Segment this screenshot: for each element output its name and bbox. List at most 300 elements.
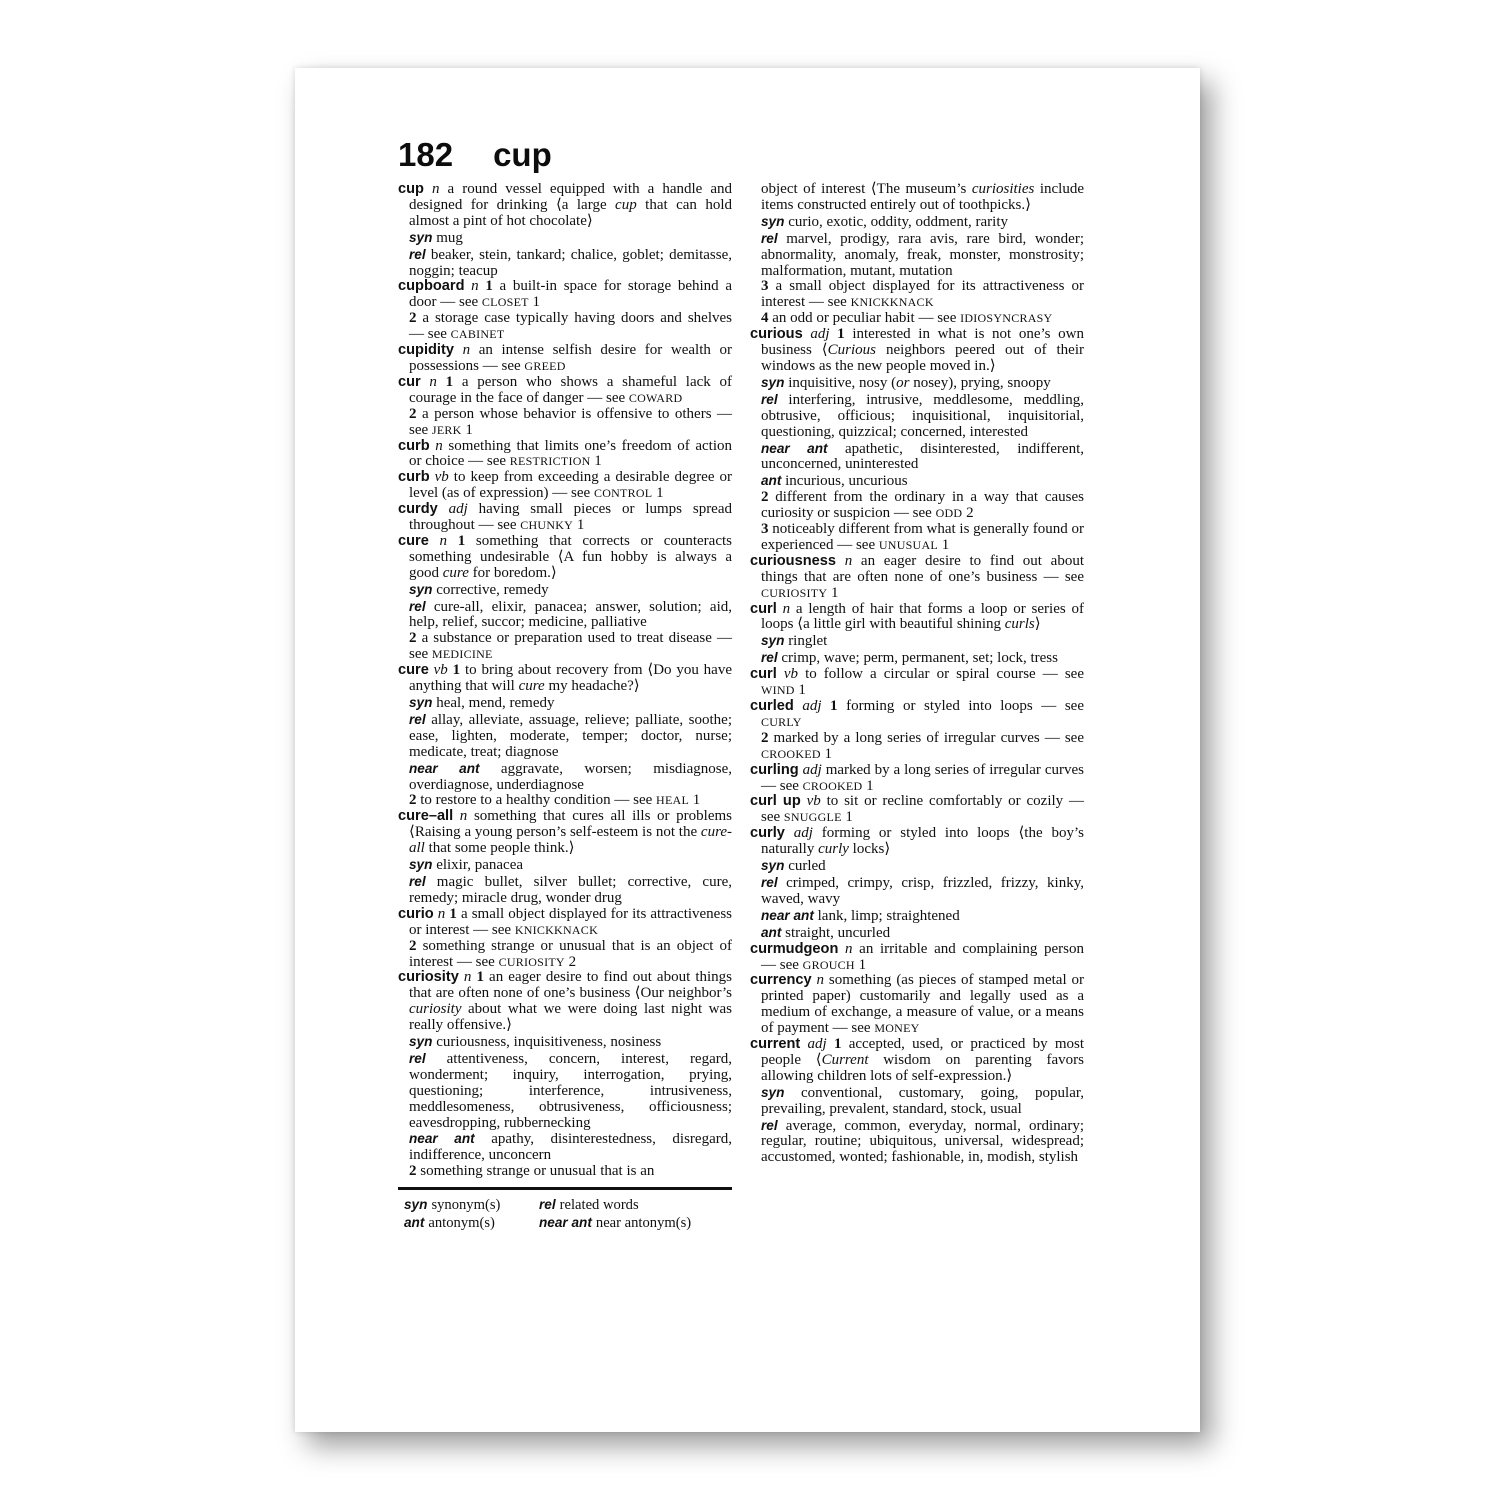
body-text: straight, uncurled	[781, 924, 891, 941]
sense-number: 1	[826, 1036, 842, 1053]
cross-reference: ODD	[935, 506, 963, 521]
field-label: syn	[409, 581, 433, 597]
entry-paragraph	[398, 808, 733, 857]
entry-paragraph	[761, 731, 1084, 763]
field-label: syn	[409, 229, 433, 245]
body-text: to keep from exceeding a desirable degree or level (as of expression) — see	[409, 469, 732, 502]
body-text: different from the ordinary in a way that causes curiosity or suspicion — see	[761, 489, 1084, 522]
headword: curious	[750, 326, 803, 343]
cross-reference: CABINET	[450, 327, 505, 342]
cross-reference: SNUGGLE	[783, 810, 842, 825]
field-label: syn	[761, 374, 785, 390]
sense-number: 3	[761, 521, 769, 538]
part-of-speech: n	[811, 972, 825, 989]
part-of-speech: n	[453, 808, 468, 825]
field-label: ant	[761, 473, 782, 489]
entry-curiousness	[750, 554, 1084, 602]
body-text: an intense selfish desire for wealth or possessions — see	[409, 342, 733, 374]
entry-cure-all	[398, 809, 732, 906]
legend-item-near-ant	[539, 1214, 732, 1232]
entry-curb	[398, 439, 732, 471]
part-of-speech: vb	[429, 469, 449, 486]
entry-paragraph	[409, 793, 732, 809]
body-text: something that cures all ills or problems ⟨Raising a young person’s self-esteem is not the	[409, 808, 733, 841]
field-label: rel	[761, 230, 778, 246]
italic-text: curls	[1004, 616, 1035, 633]
italic-text: or	[896, 374, 910, 391]
cross-reference: IDIOSYNCRASY	[960, 311, 1053, 326]
headword: curmudgeon	[750, 940, 839, 957]
guide-word: cup	[493, 136, 552, 173]
entry-paragraph	[750, 1036, 1085, 1085]
italic-text: cure-all	[409, 824, 732, 857]
italic-text: Current	[821, 1051, 869, 1068]
body-text: a person who shows a shameful lack of courage in the face of danger — see	[409, 373, 733, 406]
entry-paragraph	[761, 231, 1084, 280]
body-text: crimp, wave; perm, permanent, set; lock, tress	[777, 650, 1058, 667]
body-text: include items constructed entirely out of toothpicks.⟩	[761, 181, 1084, 213]
page-number: 182	[398, 136, 454, 173]
field-label: syn	[761, 858, 785, 874]
body-text: marvel, prodigy, rara avis, rare bird, wonder; abnormality, anomaly, freak, monster, monstrosity; malformation, mutant, mutation	[761, 230, 1084, 279]
body-text: a built-in space for storage behind a door — see	[409, 278, 733, 311]
sense-number: 2	[409, 630, 417, 647]
entry-paragraph	[761, 311, 1084, 327]
legend-text-ant: antonym(s)	[428, 1215, 495, 1232]
headword: cup	[398, 181, 424, 197]
entries-left	[398, 182, 732, 1180]
entry-paragraph	[750, 940, 1084, 974]
part-of-speech: n	[776, 600, 791, 617]
body-text: aggravate, worsen; misdiagnose, overdiagnose, underdiagnose	[409, 760, 732, 793]
body-text: marked by a long series of irregular curves — see	[761, 761, 1084, 794]
body-text: elixir, panacea	[432, 857, 524, 874]
entry-paragraph	[398, 278, 733, 311]
entry-paragraph	[409, 1131, 732, 1164]
headword: currency	[750, 972, 812, 989]
sense-number: 1	[445, 905, 457, 922]
body-text: to sit or recline comfortably or cozily — see	[761, 793, 1084, 826]
entry-paragraph	[750, 972, 1085, 1037]
entry-paragraph	[761, 182, 1084, 214]
cross-reference: UNUSUAL	[878, 537, 938, 552]
body-text: attentiveness, concern, interest, regard, wonderment; inquiry, interrogation, prying, questioning; interference, intrusiveness, meddlesomeness, obtrusiveness, officiousness; eavesdropping, rubbernecking	[409, 1050, 732, 1131]
body-text: 1	[841, 809, 853, 826]
sense-number: 4	[761, 310, 769, 327]
body-text: object of interest ⟨The museum’s	[761, 181, 972, 197]
entry-paragraph	[398, 342, 733, 375]
entry-continued	[750, 182, 1084, 327]
field-label: syn	[409, 1034, 433, 1050]
entry-paragraph	[409, 247, 732, 280]
entry-paragraph	[761, 473, 1084, 490]
body-text: 2	[962, 505, 974, 522]
cross-reference: KNICKKNACK	[850, 295, 934, 310]
entry-paragraph	[761, 650, 1084, 667]
entry-paragraph	[398, 469, 732, 502]
dictionary-page	[295, 68, 1200, 1432]
body-text: forming or styled into loops ⟨the boy’s naturally	[761, 825, 1084, 858]
body-text: 1	[820, 745, 833, 762]
body-text: neighbors peered out of their windows as the new people moved in.⟩	[761, 342, 1084, 374]
body-text: interfering, intrusive, meddlesome, meddling, obtrusive, officious; inquisitional, inquisitorial, questioning, quizzical; concerned, interested	[761, 391, 1084, 440]
headword: curly	[750, 825, 785, 842]
body-text: lank, limp; straightened	[813, 907, 960, 924]
entry-paragraph	[750, 825, 1084, 858]
body-text: 1	[590, 453, 602, 470]
entry-paragraph	[409, 695, 732, 712]
entry-curmudgeon	[750, 942, 1084, 974]
entry-paragraph	[409, 1034, 732, 1051]
entry-paragraph	[398, 501, 733, 534]
entry-paragraph	[761, 214, 1084, 231]
headword: cur	[398, 373, 421, 390]
body-text: curiousness, inquisitiveness, nosiness	[432, 1034, 662, 1051]
italic-text: cup	[615, 196, 637, 213]
part-of-speech: adj	[784, 825, 813, 842]
entry-current	[750, 1037, 1084, 1166]
body-text: nosey), prying, snoopy	[909, 374, 1051, 391]
entry-currency	[750, 973, 1084, 1037]
entry-paragraph	[761, 490, 1084, 522]
body-text: 1	[528, 294, 540, 311]
entry-paragraph	[409, 1164, 732, 1180]
body-text: wisdom on parenting favors allowing children lots of self-expression.⟩	[761, 1051, 1085, 1084]
body-text: interested in what is not one’s own business ⟨	[761, 326, 1084, 359]
headword: cupboard	[398, 278, 465, 295]
body-text: 1	[827, 584, 839, 601]
body-text: noticeably different from what is generally found or experienced — see	[761, 521, 1084, 553]
body-text: conventional, customary, going, popular, prevailing, prevalent, standard, stock, usual	[761, 1084, 1084, 1117]
entry-paragraph	[409, 761, 732, 794]
entry-paragraph	[761, 875, 1084, 908]
sense-number: 1	[447, 532, 466, 549]
italic-text: Curious	[827, 342, 876, 359]
body-text: locks⟩	[848, 841, 891, 858]
part-of-speech: n	[429, 437, 443, 454]
field-label: rel	[761, 1117, 778, 1133]
body-text: to restore to a healthy condition — see	[416, 792, 657, 809]
sense-number: 2	[761, 489, 769, 506]
part-of-speech: adj	[798, 761, 822, 778]
body-text: 1	[461, 421, 473, 438]
sense-number: 2	[409, 792, 417, 809]
part-of-speech: vb	[776, 666, 798, 683]
body-text: 1	[794, 682, 806, 699]
field-label: near ant	[761, 907, 814, 923]
body-text: curio, exotic, oddity, oddment, rarity	[784, 213, 1008, 230]
cross-reference: COWARD	[628, 390, 683, 405]
field-label: syn	[409, 695, 433, 710]
body-text: to bring about recovery from ⟨Do you have anything that will	[409, 662, 732, 695]
headword: cure–all	[398, 808, 454, 825]
entry-paragraph	[409, 1051, 732, 1132]
part-of-speech: adj	[437, 501, 468, 518]
field-label: syn	[761, 633, 785, 649]
entry-cupboard	[398, 279, 732, 343]
headword: curl up	[750, 793, 801, 810]
part-of-speech: adj	[793, 698, 822, 714]
legend-label-rel: rel	[539, 1197, 556, 1213]
body-text: 1	[573, 517, 585, 534]
headword: curiousness	[750, 552, 836, 569]
part-of-speech: n	[420, 373, 437, 390]
entry-paragraph	[398, 373, 733, 407]
body-text: crimped, crimpy, crisp, frizzled, frizzy, kinky, waved, wavy	[761, 874, 1084, 907]
entry-paragraph	[398, 662, 732, 695]
entry-curl	[750, 667, 1084, 699]
italic-text: curiosities	[971, 181, 1035, 197]
entry-cupidity	[398, 343, 732, 375]
headword: curio	[398, 905, 434, 922]
cross-reference: KNICKKNACK	[514, 922, 598, 937]
body-text: to follow a circular or spiral course — see	[798, 666, 1084, 683]
legend-divider	[398, 1187, 732, 1190]
body-text: 1	[652, 485, 664, 502]
legend-item-ant	[404, 1214, 539, 1232]
legend-text-near-ant: near antonym(s)	[595, 1215, 692, 1232]
body-text: heal, mend, remedy	[432, 695, 555, 711]
entry-paragraph	[761, 925, 1084, 942]
entry-paragraph	[409, 599, 732, 632]
part-of-speech: n	[464, 278, 479, 295]
entry-paragraph	[409, 311, 732, 343]
body-text: allay, alleviate, assuage, relieve; palliate, soothe; ease, lighten, moderate, temper; doctor, nurse; medicate, treat; diagnose	[409, 711, 732, 760]
entry-paragraph	[409, 631, 732, 663]
entry-paragraph	[750, 552, 1084, 602]
body-text: ⟩	[1034, 616, 1041, 633]
body-text: 1	[689, 792, 701, 809]
headword: curl	[750, 666, 777, 683]
part-of-speech: adj	[802, 326, 830, 343]
body-text: average, common, everyday, normal, ordinary; regular, routine; ubiquitous, universal, widespread; accustomed, wonted; fashionable, in, modish, stylish	[761, 1117, 1084, 1166]
field-label: rel	[409, 598, 426, 614]
sense-number: 2	[409, 405, 417, 422]
body-text: about what we were doing last night was really offensive.⟩	[409, 1001, 732, 1034]
body-text: 1	[862, 777, 874, 794]
entry-paragraph	[398, 437, 733, 471]
sense-number: 1	[471, 969, 484, 986]
sense-number: 2	[409, 1163, 417, 1180]
cross-reference: CROOKED	[802, 778, 863, 793]
legend	[398, 1187, 732, 1232]
cross-reference: CLOSET	[481, 295, 529, 310]
entry-cure	[398, 663, 732, 809]
page-header	[398, 138, 552, 171]
body-text: 1	[854, 956, 867, 973]
entry-cup	[398, 182, 732, 279]
body-text: marked by a long series of irregular curves — see	[768, 729, 1084, 746]
body-text: an odd or peculiar habit — see	[768, 310, 961, 327]
body-text: magic bullet, silver bullet; corrective, cure, remedy; miracle drug, wonder drug	[409, 873, 732, 906]
cross-reference: MONEY	[874, 1021, 920, 1036]
italic-text: curly	[818, 841, 849, 858]
entry-paragraph	[761, 1085, 1084, 1118]
legend-label-near-ant: near ant	[539, 1215, 592, 1231]
entry-paragraph	[761, 858, 1084, 875]
cross-reference: CHUNKY	[520, 518, 574, 533]
field-label: near ant	[761, 440, 828, 456]
headword: curb	[398, 437, 430, 454]
sense-number: 2	[761, 729, 769, 746]
entry-paragraph	[409, 712, 732, 761]
body-text: forming or styled into loops — see	[837, 698, 1084, 714]
cross-reference: RESTRICTION	[509, 454, 591, 469]
entry-paragraph	[398, 532, 732, 582]
body-text: an eager desire to find out about things that are often none of one’s business ⟨Our neighbor’s	[409, 969, 733, 1002]
entry-paragraph	[761, 908, 1084, 925]
body-text: something strange or unusual that is an	[416, 1163, 655, 1180]
body-text: 1	[937, 536, 950, 553]
field-label: rel	[761, 650, 778, 666]
body-text: that some people think.⟩	[424, 840, 575, 857]
body-text: mug	[432, 229, 463, 246]
cross-reference: GROUCH	[802, 957, 855, 972]
sense-number: 1	[436, 373, 454, 390]
cross-reference: CONTROL	[593, 486, 653, 501]
body-text: 2	[564, 953, 577, 970]
field-label: syn	[761, 213, 785, 229]
sense-number: 1	[821, 698, 838, 714]
body-text: apathy, disinterestedness, disregard, indifference, unconcern	[409, 1131, 732, 1164]
body-text: apathetic, disinterested, indifferent, unconcerned, uninterested	[761, 440, 1084, 473]
field-label: rel	[409, 873, 426, 889]
entry-cure	[398, 534, 732, 663]
headword: curdy	[398, 501, 438, 518]
cross-reference: MEDICINE	[431, 647, 493, 662]
body-text: an eager desire to find out about things that are often none of one’s business — see	[761, 552, 1084, 585]
field-label: rel	[409, 711, 426, 727]
field-label: near ant	[409, 760, 480, 776]
entry-paragraph	[409, 874, 732, 907]
body-text: a substance or preparation used to treat disease — see	[409, 630, 732, 663]
entries-right	[750, 182, 1084, 1166]
part-of-speech: n	[453, 342, 471, 359]
entry-paragraph	[398, 181, 733, 230]
field-label: rel	[761, 874, 778, 890]
entry-paragraph	[409, 407, 732, 439]
body-text: something (as pieces of stamped metal or printed paper) customarily and legally used as a medium of exchange, a measure of value, or a means of payment — see	[761, 972, 1085, 1037]
entry-paragraph	[750, 600, 1085, 634]
body-text: my headache?⟩	[544, 678, 640, 695]
legend-item-rel	[539, 1196, 732, 1214]
headword: curb	[398, 469, 430, 486]
right-column	[750, 182, 1084, 1166]
entry-paragraph	[750, 698, 1084, 731]
headword: cure	[398, 532, 429, 549]
body-text: something that corrects or counteracts something undesirable ⟨A fun hobby is always a good	[409, 532, 732, 581]
body-text: that can hold almost a pint of hot chocolate⟩	[409, 196, 733, 229]
entry-curb	[398, 470, 732, 502]
body-text: accepted, used, or practiced by most people ⟨	[761, 1036, 1084, 1068]
field-label: syn	[409, 857, 433, 873]
part-of-speech: vb	[428, 662, 448, 679]
part-of-speech: n	[458, 969, 472, 986]
legend-text-syn: synonym(s)	[431, 1197, 501, 1214]
entry-paragraph	[750, 326, 1084, 375]
italic-text: cure	[518, 678, 545, 695]
part-of-speech: adj	[800, 1036, 827, 1053]
entry-paragraph	[750, 793, 1084, 826]
left-column	[398, 182, 732, 1232]
sense-number: 2	[409, 937, 417, 954]
cross-reference: CURLY	[761, 714, 802, 729]
body-text: a person whose behavior is offensive to others — see	[409, 405, 732, 438]
entry-paragraph	[398, 905, 733, 939]
body-text: something that limits one’s freedom of action or choice — see	[409, 437, 733, 470]
body-text: a round vessel equipped with a handle and designed for drinking ⟨a large	[409, 181, 732, 213]
italic-text: curiosity	[409, 1001, 462, 1018]
sense-number: 3	[761, 278, 769, 295]
field-label: near ant	[409, 1131, 475, 1147]
body-text: inquisitive, nosy (	[784, 374, 897, 391]
sense-number: 1	[447, 662, 461, 679]
headword: current	[750, 1036, 801, 1053]
legend-text-rel: related words	[559, 1197, 639, 1214]
entry-paragraph	[761, 375, 1084, 392]
cross-reference: CURIOSITY	[498, 954, 565, 969]
entry-paragraph	[409, 582, 732, 599]
body-text: cure-all, elixir, panacea; answer, solution; aid, help, relief, succor; medicine, palliative	[409, 598, 732, 631]
field-label: rel	[409, 1050, 426, 1066]
cross-reference: HEAL	[656, 793, 690, 808]
body-text: ringlet	[784, 633, 828, 650]
entry-paragraph	[398, 969, 733, 1034]
field-label: rel	[761, 391, 778, 407]
part-of-speech: n	[428, 532, 448, 549]
entry-paragraph	[409, 857, 732, 874]
body-text: an irritable and complaining person — see	[761, 940, 1084, 973]
body-text: curled	[784, 858, 826, 875]
cross-reference: JERK	[431, 422, 462, 437]
body-text: a length of hair that forms a loop or series of loops ⟨a little girl with beautiful shining	[761, 600, 1085, 633]
sense-number: 2	[409, 310, 417, 327]
entry-curled	[750, 699, 1084, 763]
cross-reference: GREED	[524, 358, 566, 373]
field-label: ant	[761, 924, 782, 940]
part-of-speech: n	[423, 181, 440, 197]
body-text: something strange or unusual that is an object of interest — see	[409, 937, 732, 970]
entry-curiosity	[398, 970, 732, 1180]
field-label: rel	[409, 246, 426, 262]
entry-paragraph	[761, 522, 1084, 554]
legend-label-ant: ant	[404, 1215, 425, 1231]
headword: curiosity	[398, 969, 459, 986]
part-of-speech: n	[838, 940, 853, 957]
entry-paragraph	[761, 441, 1084, 474]
cross-reference: CROOKED	[761, 746, 821, 761]
entry-curl-up	[750, 794, 1084, 826]
entry-curious	[750, 327, 1084, 554]
body-text: a small object displayed for its attractiveness or interest — see	[409, 905, 733, 938]
field-label: syn	[761, 1084, 785, 1100]
body-text: a small object displayed for its attractiveness or interest — see	[761, 278, 1084, 311]
body-text: beaker, stein, tankard; chalice, goblet; demitasse, noggin; teacup	[409, 246, 732, 279]
cross-reference: CURIOSITY	[761, 585, 828, 600]
legend-label-syn: syn	[404, 1197, 428, 1213]
italic-text: cure	[442, 564, 469, 581]
entry-cur	[398, 375, 732, 439]
body-text: for boredom.⟩	[468, 564, 557, 581]
sense-number: 1	[829, 326, 845, 343]
entry-paragraph	[409, 230, 732, 247]
entry-paragraph	[409, 939, 732, 971]
headword: cupidity	[398, 342, 454, 359]
headword: curl	[750, 600, 777, 617]
entry-paragraph	[750, 761, 1084, 795]
entry-curling	[750, 763, 1084, 795]
legend-item-syn	[404, 1196, 539, 1214]
